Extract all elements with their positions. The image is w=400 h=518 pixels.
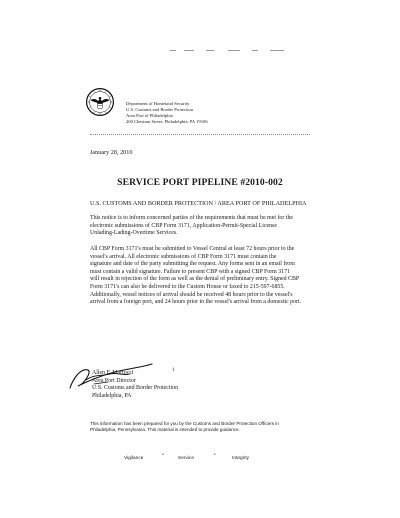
guidance-note (90, 421, 279, 433)
paragraph-intro (90, 215, 330, 238)
signature-mark: 1 (172, 368, 175, 373)
paragraph-line: electronic submissions of CBP Form 3171, Application-Permit-Special License (90, 222, 277, 229)
document-title: SERVICE PORT PIPELINE #2010-002 (117, 177, 283, 188)
signer-organization: U.S. Customs and Border Protection (92, 385, 179, 392)
subject-line: U.S. CUSTOMS AND BORDER PROTECTION / AREA PORT OF PHILADELPHIA (90, 200, 307, 207)
footer-value-integrity: Integrity (232, 456, 250, 461)
paragraph-line: vessel's arrival. All electronic submissions of CBP Form 3171 must contain the (90, 253, 277, 260)
paragraph-line: Form 3171's can also be delivered to the Custom House or faxed to 215-597-6855. (90, 283, 285, 290)
paragraph-line: Unlading-Lading-Overtime Services. (90, 230, 178, 237)
signer-role: Area Port Director (92, 377, 136, 384)
dhs-seal-icon (86, 88, 114, 116)
paragraph-line: will result in rejection of the form as well as the denial of preliminary entry. Signed CBP (90, 276, 300, 283)
note-line: This information has been prepared for you by the Customs and Border Protection Officers in (90, 421, 279, 426)
footer-value-service: Service (178, 456, 194, 461)
paragraph-line: signature and date of the party submitting the request. Any forms sent in an email from (90, 261, 295, 268)
agency-address: 200 Chestnut Street, Philadelphia, PA 19106 (126, 119, 208, 124)
footer-separator: • (162, 453, 164, 458)
paragraph-line: must contain a valid signature. Failure to present CBP with a signed CBP Form 3171 (90, 268, 290, 275)
paragraph-line: This notice is to inform concerned parties of the requirements that must be met for the (90, 215, 294, 221)
agency-bureau: U.S. Customs and Border Protection (126, 107, 194, 112)
signer-block (92, 370, 178, 400)
signer-location: Philadelphia, PA (92, 392, 132, 399)
header-dashes (170, 50, 290, 52)
letter-date: January 28, 2010 (90, 149, 133, 156)
footer-separator: • (214, 453, 216, 458)
signer-name: Allen F. Martocci (92, 370, 134, 376)
paragraph-line: All CBP Form 3171's must be submitted to Vessel Central at least 72 hours prior to the (90, 246, 295, 252)
paragraph-line: Additionally, vessel notices of arrival should be received 48 hours prior to the vessel's (90, 291, 293, 298)
header-rule (90, 134, 310, 135)
paragraph-requirements (90, 246, 330, 307)
agency-block (126, 101, 208, 125)
paragraph-line: arrival from a foreign port, and 24 hours prior to the vessel's arrival from a domestic port. (90, 299, 302, 306)
footer-value-vigilance: Vigilance (124, 456, 144, 461)
note-line: Philadelphia, Pennsylvania. This material is intended to provide guidance. (90, 427, 240, 432)
agency-department: Department of Homeland Security (126, 101, 190, 106)
agency-office: Area Port of Philadelphia (126, 113, 173, 118)
